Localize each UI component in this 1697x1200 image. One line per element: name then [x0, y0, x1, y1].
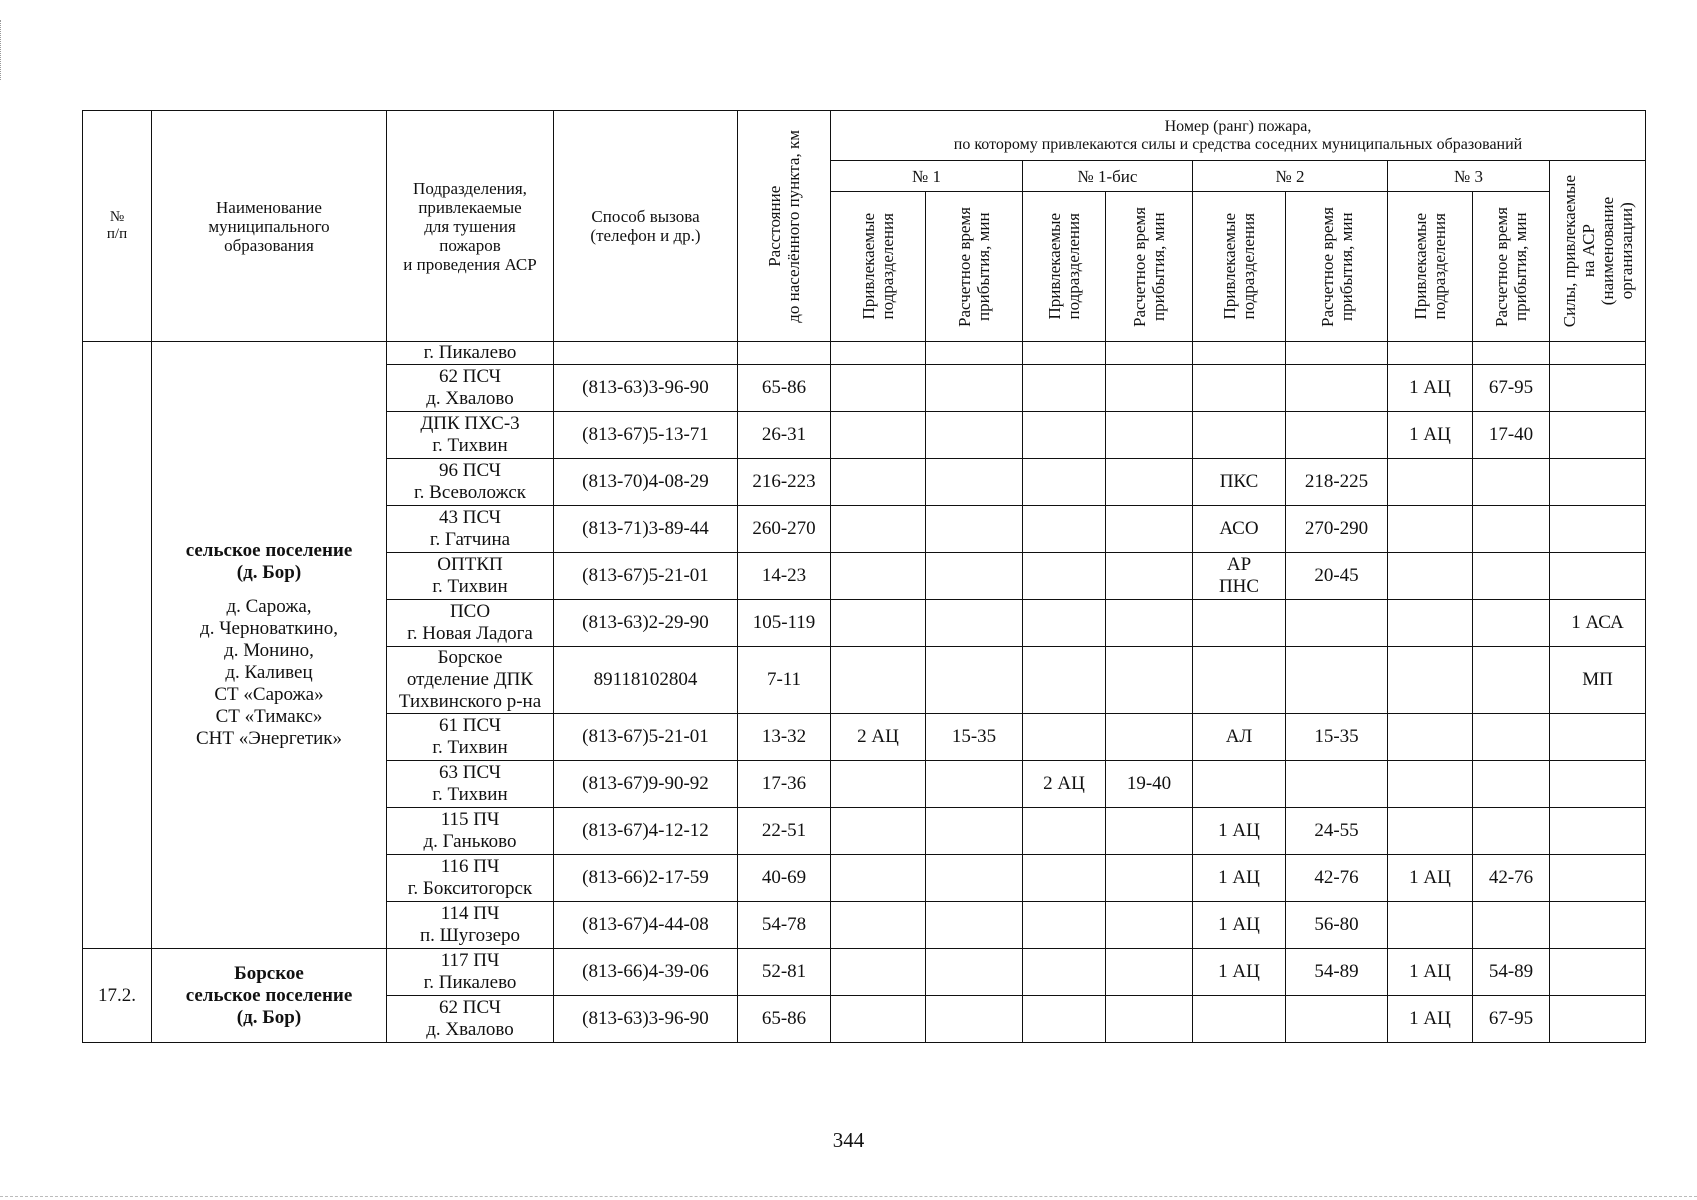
- rank1-units-cell: [831, 365, 926, 412]
- unit-cell: 62 ПСЧ д. Хвалово: [387, 365, 554, 412]
- rank2-time-cell: 54-89: [1286, 949, 1388, 996]
- asr-forces-cell: МП: [1550, 647, 1646, 714]
- rank3-units-cell: [1388, 808, 1473, 855]
- unit-cell: 43 ПСЧ г. Гатчина: [387, 506, 554, 553]
- rank1-units-cell: [831, 459, 926, 506]
- rank2-units-cell: 1 АЦ: [1193, 855, 1286, 902]
- rank1bis-time-cell: [1106, 949, 1193, 996]
- municipality-title: сельское поселение (д. Бор): [185, 540, 353, 583]
- rank1bis-time-cell: [1106, 996, 1193, 1043]
- rank1-time-cell: 15-35: [926, 714, 1023, 761]
- header-r1-units: Привлекаемые подразделения: [831, 192, 926, 342]
- header-asr-forces: Силы, привлекаемые на АСР (наименование организации): [1550, 161, 1646, 342]
- distance-cell: 22-51: [738, 808, 831, 855]
- asr-forces-cell: [1550, 996, 1646, 1043]
- header-call-method: Способ вызова (телефон и др.): [554, 111, 738, 342]
- rank1bis-time-cell: 19-40: [1106, 761, 1193, 808]
- asr-forces-cell: [1550, 365, 1646, 412]
- rank1-time-cell: [926, 902, 1023, 949]
- rank3-time-cell: [1473, 902, 1550, 949]
- rank1-units-cell: [831, 600, 926, 647]
- distance-cell: 65-86: [738, 365, 831, 412]
- rank1bis-units-cell: [1023, 342, 1106, 365]
- rank2-units-cell: ПКС: [1193, 459, 1286, 506]
- rank1-units-cell: [831, 506, 926, 553]
- distance-cell: 105-119: [738, 600, 831, 647]
- asr-forces-cell: [1550, 459, 1646, 506]
- distance-cell: 13-32: [738, 714, 831, 761]
- rank1bis-units-cell: [1023, 506, 1106, 553]
- unit-cell: 114 ПЧ п. Шугозеро: [387, 902, 554, 949]
- phone-cell: (813-67)5-21-01: [554, 553, 738, 600]
- unit-cell: ДПК ПХС-3 г. Тихвин: [387, 412, 554, 459]
- rank2-time-cell: [1286, 761, 1388, 808]
- rank3-time-cell: 17-40: [1473, 412, 1550, 459]
- rank2-units-cell: [1193, 647, 1286, 714]
- rank2-units-cell: [1193, 365, 1286, 412]
- table-row: [83, 949, 1646, 996]
- phone-cell: (813-67)5-21-01: [554, 714, 738, 761]
- rank2-time-cell: [1286, 996, 1388, 1043]
- header-rank-1: № 1: [831, 161, 1023, 192]
- distance-cell: 17-36: [738, 761, 831, 808]
- phone-cell: 89118102804: [554, 647, 738, 714]
- rank1-time-cell: [926, 855, 1023, 902]
- distance-cell: 52-81: [738, 949, 831, 996]
- rank2-units-cell: АР ПНС: [1193, 553, 1286, 600]
- phone-cell: (813-66)2-17-59: [554, 855, 738, 902]
- distance-cell: 14-23: [738, 553, 831, 600]
- header-rank-1bis: № 1-бис: [1023, 161, 1193, 192]
- asr-forces-cell: [1550, 855, 1646, 902]
- phone-cell: (813-66)4-39-06: [554, 949, 738, 996]
- rank1-units-cell: [831, 996, 926, 1043]
- header-r2-units: Привлекаемые подразделения: [1193, 192, 1286, 342]
- rank2-time-cell: 56-80: [1286, 902, 1388, 949]
- header-r3-time: Расчетное время прибытия, мин: [1473, 192, 1550, 342]
- rank2-units-cell: [1193, 412, 1286, 459]
- fire-forces-table: [82, 110, 1646, 1043]
- rank3-units-cell: [1388, 761, 1473, 808]
- row-number-empty: [83, 342, 152, 949]
- rank1-time-cell: [926, 459, 1023, 506]
- rank3-time-cell: [1473, 808, 1550, 855]
- unit-cell: ПСО г. Новая Ладога: [387, 600, 554, 647]
- rank3-units-cell: [1388, 459, 1473, 506]
- unit-cell: 62 ПСЧ д. Хвалово: [387, 996, 554, 1043]
- rank1-units-cell: [831, 949, 926, 996]
- asr-forces-cell: [1550, 412, 1646, 459]
- rank2-units-cell: АЛ: [1193, 714, 1286, 761]
- rank1bis-units-cell: [1023, 855, 1106, 902]
- asr-forces-cell: [1550, 506, 1646, 553]
- rank3-units-cell: [1388, 600, 1473, 647]
- rank2-time-cell: [1286, 600, 1388, 647]
- rank2-units-cell: 1 АЦ: [1193, 949, 1286, 996]
- unit-cell: 61 ПСЧ г. Тихвин: [387, 714, 554, 761]
- rank2-time-cell: [1286, 412, 1388, 459]
- rank2-time-cell: 218-225: [1286, 459, 1388, 506]
- phone-cell: (813-67)9-90-92: [554, 761, 738, 808]
- asr-forces-cell: [1550, 949, 1646, 996]
- rank1bis-units-cell: [1023, 996, 1106, 1043]
- rank3-units-cell: [1388, 506, 1473, 553]
- phone-cell: (813-67)4-12-12: [554, 808, 738, 855]
- header-num: № п/п: [83, 111, 152, 342]
- distance-cell: 7-11: [738, 647, 831, 714]
- header-r1-time: Расчетное время прибытия, мин: [926, 192, 1023, 342]
- distance-cell: 26-31: [738, 412, 831, 459]
- rank3-units-cell: [1388, 647, 1473, 714]
- rank3-units-cell: 1 АЦ: [1388, 996, 1473, 1043]
- rank1bis-time-cell: [1106, 902, 1193, 949]
- asr-forces-cell: [1550, 761, 1646, 808]
- distance-cell: 40-69: [738, 855, 831, 902]
- rank1-units-cell: [831, 808, 926, 855]
- unit-cell: г. Пикалево: [387, 342, 554, 365]
- rank1-units-cell: [831, 902, 926, 949]
- rank1-time-cell: [926, 600, 1023, 647]
- asr-forces-cell: 1 АСА: [1550, 600, 1646, 647]
- municipality-cell: [152, 342, 387, 949]
- rank1-units-cell: 2 АЦ: [831, 714, 926, 761]
- rank1-time-cell: [926, 553, 1023, 600]
- rank1bis-units-cell: [1023, 902, 1106, 949]
- header-rank-3: № 3: [1388, 161, 1550, 192]
- rank1-units-cell: [831, 412, 926, 459]
- rank3-units-cell: 1 АЦ: [1388, 365, 1473, 412]
- unit-cell: 117 ПЧ г. Пикалево: [387, 949, 554, 996]
- rank2-time-cell: [1286, 647, 1388, 714]
- rank1bis-units-cell: [1023, 647, 1106, 714]
- distance-cell: 216-223: [738, 459, 831, 506]
- rank1-units-cell: [831, 342, 926, 365]
- asr-forces-cell: [1550, 808, 1646, 855]
- rank1bis-time-cell: [1106, 714, 1193, 761]
- distance-cell: 65-86: [738, 996, 831, 1043]
- rank1bis-units-cell: [1023, 459, 1106, 506]
- scan-margin-marks: [0, 20, 5, 80]
- unit-cell: 116 ПЧ г. Бокситогорск: [387, 855, 554, 902]
- rank2-time-cell: 270-290: [1286, 506, 1388, 553]
- phone-cell: (813-63)2-29-90: [554, 600, 738, 647]
- phone-cell: (813-71)3-89-44: [554, 506, 738, 553]
- rank3-time-cell: [1473, 761, 1550, 808]
- rank1-units-cell: [831, 761, 926, 808]
- rank1bis-time-cell: [1106, 506, 1193, 553]
- header-rank-group: Номер (ранг) пожара, по которому привлекаются силы и средства соседних муниципальных образований: [831, 111, 1646, 161]
- rank3-time-cell: [1473, 714, 1550, 761]
- phone-cell: [554, 342, 738, 365]
- rank3-time-cell: [1473, 506, 1550, 553]
- rank1bis-time-cell: [1106, 600, 1193, 647]
- rank3-time-cell: [1473, 342, 1550, 365]
- phone-cell: (813-70)4-08-29: [554, 459, 738, 506]
- distance-cell: 260-270: [738, 506, 831, 553]
- row-number: 17.2.: [83, 949, 152, 1043]
- rank1-time-cell: [926, 647, 1023, 714]
- rank2-time-cell: 15-35: [1286, 714, 1388, 761]
- settlement-list: д. Сарожа, д. Черноваткино, д. Монино, д. Каливец СТ «Сарожа» СТ «Тимакс» СНТ «Энергетик»: [195, 596, 343, 749]
- rank1-time-cell: [926, 761, 1023, 808]
- rank1-units-cell: [831, 647, 926, 714]
- rank2-units-cell: 1 АЦ: [1193, 808, 1286, 855]
- page-number: 344: [832, 1128, 865, 1152]
- rank1bis-units-cell: [1023, 365, 1106, 412]
- rank1bis-units-cell: [1023, 553, 1106, 600]
- rank1bis-time-cell: [1106, 808, 1193, 855]
- asr-forces-cell: [1550, 714, 1646, 761]
- rank1-units-cell: [831, 855, 926, 902]
- distance-cell: [738, 342, 831, 365]
- unit-cell: Борское отделение ДПК Тихвинского р-на: [387, 647, 554, 714]
- phone-cell: (813-63)3-96-90: [554, 365, 738, 412]
- asr-forces-cell: [1550, 902, 1646, 949]
- scan-bottom-edge: [0, 1196, 1697, 1197]
- rank2-time-cell: [1286, 365, 1388, 412]
- municipality-title: Борское сельское поселение (д. Бор): [185, 962, 353, 1028]
- header-r1bis-units: Привлекаемые подразделения: [1023, 192, 1106, 342]
- rank3-time-cell: [1473, 647, 1550, 714]
- asr-forces-cell: [1550, 342, 1646, 365]
- distance-cell: 54-78: [738, 902, 831, 949]
- unit-cell: 115 ПЧ д. Ганьково: [387, 808, 554, 855]
- rank3-units-cell: [1388, 342, 1473, 365]
- header-r1bis-time: Расчетное время прибытия, мин: [1106, 192, 1193, 342]
- header-rank-2: № 2: [1193, 161, 1388, 192]
- rank2-units-cell: [1193, 342, 1286, 365]
- header-distance: Расстояние до населённого пункта, км: [738, 111, 831, 342]
- rank1-time-cell: [926, 342, 1023, 365]
- rank3-units-cell: [1388, 553, 1473, 600]
- rank3-time-cell: [1473, 459, 1550, 506]
- header-r2-time: Расчетное время прибытия, мин: [1286, 192, 1388, 342]
- rank1-units-cell: [831, 553, 926, 600]
- rank1-time-cell: [926, 365, 1023, 412]
- rank3-time-cell: 42-76: [1473, 855, 1550, 902]
- rank2-units-cell: 1 АЦ: [1193, 902, 1286, 949]
- rank1-time-cell: [926, 996, 1023, 1043]
- asr-forces-cell: [1550, 553, 1646, 600]
- header-units: Подразделения, привлекаемые для тушения пожаров и проведения АСР: [387, 111, 554, 342]
- rank2-units-cell: [1193, 996, 1286, 1043]
- rank1bis-units-cell: [1023, 949, 1106, 996]
- rank1bis-units-cell: [1023, 714, 1106, 761]
- rank1bis-units-cell: [1023, 808, 1106, 855]
- rank3-time-cell: 67-95: [1473, 996, 1550, 1043]
- phone-cell: (813-63)3-96-90: [554, 996, 738, 1043]
- unit-cell: 63 ПСЧ г. Тихвин: [387, 761, 554, 808]
- rank1bis-time-cell: [1106, 647, 1193, 714]
- rank3-units-cell: 1 АЦ: [1388, 949, 1473, 996]
- rank2-units-cell: [1193, 600, 1286, 647]
- rank3-time-cell: 67-95: [1473, 365, 1550, 412]
- unit-cell: 96 ПСЧ г. Всеволожск: [387, 459, 554, 506]
- rank1bis-time-cell: [1106, 412, 1193, 459]
- rank1bis-units-cell: 2 АЦ: [1023, 761, 1106, 808]
- table-row: [83, 342, 1646, 365]
- rank3-units-cell: 1 АЦ: [1388, 855, 1473, 902]
- rank3-time-cell: [1473, 553, 1550, 600]
- rank3-units-cell: [1388, 714, 1473, 761]
- header-r3-units: Привлекаемые подразделения: [1388, 192, 1473, 342]
- rank2-time-cell: [1286, 342, 1388, 365]
- rank1-time-cell: [926, 412, 1023, 459]
- rank2-time-cell: 24-55: [1286, 808, 1388, 855]
- rank1bis-units-cell: [1023, 600, 1106, 647]
- rank2-time-cell: 42-76: [1286, 855, 1388, 902]
- rank1bis-time-cell: [1106, 459, 1193, 506]
- rank1bis-units-cell: [1023, 412, 1106, 459]
- header-municipality: Наименование муниципального образования: [152, 111, 387, 342]
- rank1-time-cell: [926, 949, 1023, 996]
- phone-cell: (813-67)4-44-08: [554, 902, 738, 949]
- rank1bis-time-cell: [1106, 855, 1193, 902]
- rank3-units-cell: 1 АЦ: [1388, 412, 1473, 459]
- phone-cell: (813-67)5-13-71: [554, 412, 738, 459]
- municipality-cell: [152, 949, 387, 1043]
- rank1bis-time-cell: [1106, 365, 1193, 412]
- rank1bis-time-cell: [1106, 553, 1193, 600]
- rank1-time-cell: [926, 808, 1023, 855]
- unit-cell: ОПТКП г. Тихвин: [387, 553, 554, 600]
- rank2-units-cell: АСО: [1193, 506, 1286, 553]
- rank3-units-cell: [1388, 902, 1473, 949]
- rank1bis-time-cell: [1106, 342, 1193, 365]
- rank2-units-cell: [1193, 761, 1286, 808]
- rank2-time-cell: 20-45: [1286, 553, 1388, 600]
- rank1-time-cell: [926, 506, 1023, 553]
- rank3-time-cell: [1473, 600, 1550, 647]
- rank3-time-cell: 54-89: [1473, 949, 1550, 996]
